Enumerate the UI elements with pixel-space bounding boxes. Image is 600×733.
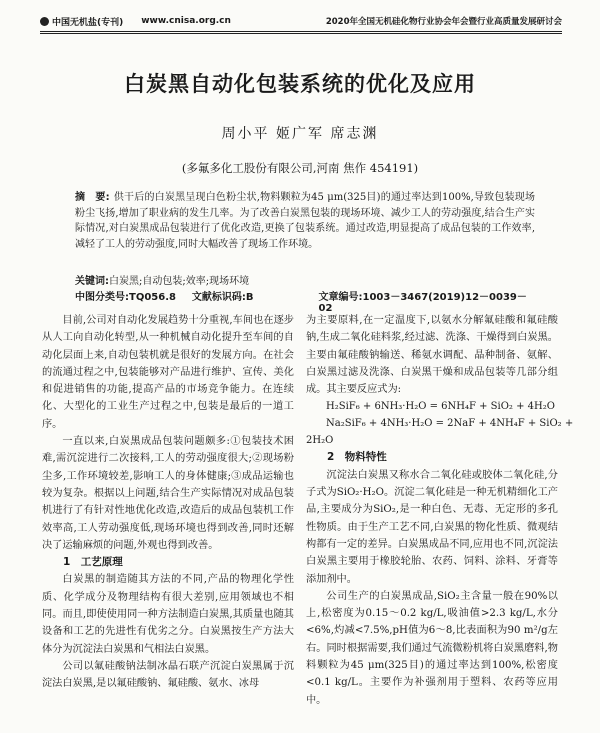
- right-column: [306, 312, 574, 709]
- paragraph: 沉淀法白炭黑又称水合二氧化硅或胶体二氧化硅,分子式为SiO₂·H₂O。沉淀二氧化硅是一种无机精细化工产品,主要成分为SiO₂,是一种白色、无毒、无定形的多孔性物质。由于生产工艺不同,白炭黑的物化性质、微观结构都有一定的差异。白炭黑成品不同,应用也不同,沉淀法白炭黑主要用于橡胶轮胎、农药、饲料、涂料、牙膏等添加剂中。: [306, 469, 558, 585]
- classification-line: [75, 288, 535, 314]
- equation: Na₂SiF₆ + 4NH₃·H₂O = 2NaF + 4NH₄F + SiO₂ +: [326, 418, 574, 430]
- keywords-label: 关键词:: [75, 276, 109, 287]
- paragraph: 为主要原料,在一定温度下,以氨水分解氟硅酸和氟硅酸钠,生成二氧化硅料浆,经过滤、洗涤、干燥得到白炭黑。主要由氟硅酸钠输送、稀氨水调配、晶种制备、氨解、白炭黑过滤及洗涤、白炭黑干燥和成品包装等几部分组成。其主要反应式为:: [306, 315, 558, 396]
- affiliation: (多氟多化工股份有限公司,河南 焦作 454191): [181, 161, 419, 175]
- paper-title: 白炭黑自动化包装系统的优化及应用: [124, 72, 476, 96]
- journal-url: www.cnisa.org.cn: [141, 16, 231, 26]
- keywords-text: 白炭黑;自动包装;效率;现场环境: [109, 276, 250, 287]
- abstract: [75, 190, 535, 252]
- left-column: [42, 312, 294, 693]
- section-heading: 2 物料特性: [327, 451, 387, 464]
- abstract-label: 摘 要:: [75, 192, 110, 203]
- equation-continued: 2H₂O: [306, 435, 334, 447]
- header-rule: [40, 31, 562, 32]
- article-number: 文章编号:1003－3467(2019)12－0039－02: [318, 292, 527, 314]
- equation: H₂SiF₆ + 6NH₃·H₂O = 6NH₄F + SiO₂ + 4H₂O: [326, 401, 555, 413]
- globe-icon: [40, 17, 49, 26]
- journal-name: 中国无机盐(专刊): [52, 17, 124, 28]
- running-header: [40, 12, 562, 30]
- header-rule-secondary: [40, 33, 562, 34]
- clc-number: 中图分类号:TQ056.8: [75, 292, 176, 303]
- authors: 周小平 姬广军 席志渊: [221, 126, 379, 142]
- section-heading: 1 工艺原理: [63, 556, 123, 569]
- journal-brand: [40, 15, 123, 28]
- paragraph: 公司生产的白炭黑成品,SiO₂主含量一般在90%以上,松密度为0.15～0.2 kg/L,吸油值>2.3 kg/L,水分<6%,灼减<7.5%,pH值为6～8,比表面积为90 m²/g左右。同时根据需要,我们通过气流微粉机将白炭黑磨料,物料颗粒为45 μm(325目)的通过率达到100%,松密度<0.1 kg/L。主要作为补强剂用于塑料、农药等应用中。: [306, 590, 558, 706]
- abstract-text: 供干后的白炭黑呈现白色粉尘状,物料颗粒为45 μm(325目)的通过率达到100%,导致包装现场粉尘飞扬,增加了职业病的发生几率。为了改善白炭黑包装的现场环境、减少工人的劳动强度,结合生产实际情况,对白炭黑成品包装进行了优化改造,更换了包装系统。通过改造,明显提高了成品包装的工作效率,减轻了工人的劳动强度,同时大幅改善了现场工作环境。: [75, 192, 535, 250]
- document-code: 文献标识码:B: [191, 292, 254, 303]
- paragraph: 公司以氟硅酸钠法制冰晶石联产沉淀白炭黑属于沉淀法白炭黑,是以氟硅酸钠、氟硅酸、氨水、冰母: [42, 660, 294, 690]
- paragraph: 一直以来,白炭黑成品包装问题颇多:①包装技术困难,需沉淀进行二次接料,工人的劳动强度很大;②现场粉尘多,工作环境较差,影响工人的身体健康;③成品运输也较为复杂。根据以上问题,结合生产实际情况对成品包装机进行了有针对性地优化改造,改造后的成品包装机工作效率高,工人劳动强度低,现场环境也得到改善,同时还解决了运输麻烦的问题,外观也得到改善。: [42, 436, 294, 551]
- conference-name: 2020年全国无机硅化物行业协会年会暨行业高质量发展研讨会: [325, 17, 562, 27]
- keywords: [75, 272, 535, 287]
- paragraph: 白炭黑的制造随其方法的不同,产品的物理化学性质、化学成分及物理结构有很大差别,应用领域也不相同。而且,即使使用同一种方法制造白炭黑,其质量也随其设备和工艺的先进性有优劣之分。白炭黑按生产方法大体分为沉淀法白炭黑和气相法白炭黑。: [42, 574, 294, 655]
- paragraph: 目前,公司对自动化发展趋势十分重视,车间也在逐步从人工向自动化转型,从一种机械自动化提升至车间的自动化层面上来,自动包装机就是很好的发展方向。在社会的流通过程之中,包装能够对产品进行维护、宣传、美化和促进销售的功能,提高产品的市场竞争能力。在连续化、大型化的工业生产过程之中,包装是最后的一道工序。: [42, 315, 294, 430]
